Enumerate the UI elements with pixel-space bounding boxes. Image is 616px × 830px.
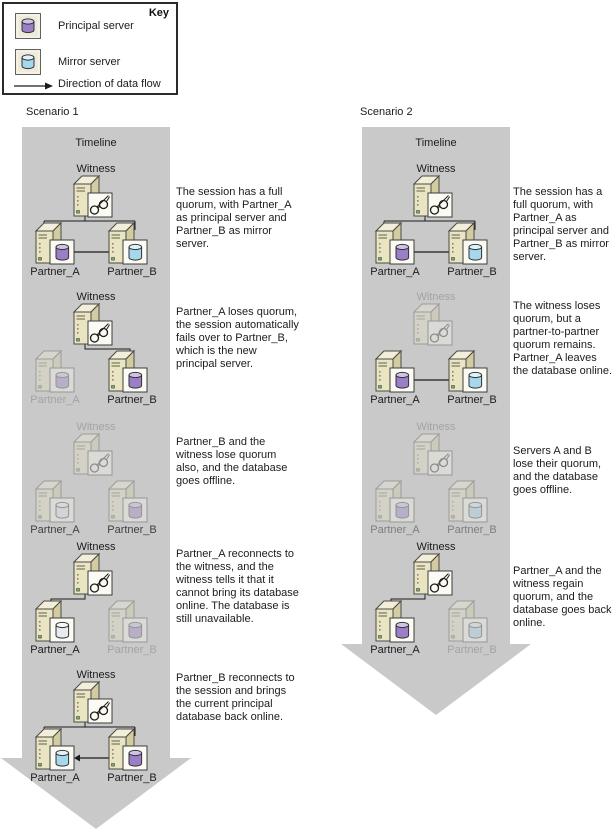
partner-a-label: Partner_A: [30, 394, 80, 406]
s1-stage3-description: Partner_B and the witness lose quorum also, and the database goes offline.: [176, 436, 288, 487]
legend-data-flow-label: Direction of data flow: [58, 78, 161, 90]
data-flow-arrow-icon: [14, 81, 54, 91]
legend-title: Key: [148, 7, 169, 19]
legend-mirror-label: Mirror server: [58, 56, 121, 68]
witness-label: Witness: [76, 669, 116, 681]
partner-a-server-icon: [373, 479, 417, 525]
s1-stage1-description: The session has a full quorum, with Partner_A as principal server and Partner_B as mirror server.: [176, 186, 291, 250]
s1-stage4-diagram: [22, 541, 170, 661]
partner-a-server-icon: [373, 221, 417, 267]
partner-a-label: Partner_A: [370, 644, 420, 656]
scenario2-title: Scenario 2: [360, 106, 413, 118]
partner-a-server-icon: [33, 221, 77, 267]
partner-b-label: Partner_B: [447, 524, 497, 536]
s1-stage2-diagram: [22, 291, 170, 411]
partner-b-server-icon: [446, 221, 490, 267]
s2-stage4-description: Partner_A and the witness regain quorum, and the database goes back online.: [513, 565, 612, 629]
witness-server-icon: [71, 174, 115, 220]
partner-a-label: Partner_A: [30, 772, 80, 784]
s2-stage1-diagram: [362, 163, 510, 283]
witness-label: Witness: [416, 291, 456, 303]
s2-stage2-description: The witness loses quorum, but a partner-to-partner quorum remains. Partner_A leaves the database online.: [513, 300, 613, 377]
witness-server-icon: [71, 552, 115, 598]
witness-label: Witness: [76, 421, 116, 433]
partner-a-label: Partner_A: [370, 394, 420, 406]
principal-server-icon: [15, 13, 41, 39]
partner-a-label: Partner_A: [370, 266, 420, 278]
scenario2-timeline-label: Timeline: [415, 137, 457, 149]
partner-a-label: Partner_A: [370, 524, 420, 536]
s2-stage3-description: Servers A and B lose their quorum, and the database goes offline.: [513, 445, 602, 496]
partner-b-label: Partner_B: [447, 394, 497, 406]
partner-b-label: Partner_B: [107, 772, 157, 784]
partner-b-label: Partner_B: [447, 644, 497, 656]
partner-b-server-icon: [106, 349, 150, 395]
s1-stage1-diagram: [22, 163, 170, 283]
s2-stage2-diagram: [362, 291, 510, 411]
partner-b-server-icon: [106, 727, 150, 773]
s1-stage5-diagram: [22, 669, 170, 789]
witness-server-icon: [411, 432, 455, 478]
partner-a-server-icon: [33, 479, 77, 525]
s1-stage4-description: Partner_A reconnects to the witness, and the witness tells it that it cannot bring its database online. The database is still unavailable.: [176, 548, 299, 625]
witness-server-icon: [71, 680, 115, 726]
s1-stage3-diagram: [22, 421, 170, 541]
partner-b-label: Partner_B: [107, 644, 157, 656]
s2-stage4-diagram: [362, 541, 510, 661]
s1-stage2-description: Partner_A loses quorum, the session automatically fails over to Partner_B, which is the new principal server.: [176, 306, 299, 370]
s2-stage1-description: The session has a full quorum, with Partner_A as principal server and Partner_B as mirror server.: [513, 186, 609, 263]
scenario1-title: Scenario 1: [26, 106, 79, 118]
s2-stage3-diagram: [362, 421, 510, 541]
mirror-server-icon: [15, 49, 41, 75]
partner-a-server-icon: [373, 349, 417, 395]
scenario1-timeline-label: Timeline: [75, 137, 117, 149]
witness-label: Witness: [76, 291, 116, 303]
partner-b-server-icon: [106, 599, 150, 645]
partner-b-server-icon: [446, 599, 490, 645]
witness-label: Witness: [76, 163, 116, 175]
partner-a-label: Partner_A: [30, 266, 80, 278]
partner-a-server-icon: [373, 599, 417, 645]
s1-stage5-description: Partner_B reconnects to the session and brings the current principal database back online.: [176, 672, 295, 723]
partner-a-server-icon: [33, 599, 77, 645]
witness-label: Witness: [416, 163, 456, 175]
witness-label: Witness: [76, 541, 116, 553]
witness-server-icon: [71, 302, 115, 348]
witness-label: Witness: [416, 421, 456, 433]
partner-a-label: Partner_A: [30, 644, 80, 656]
witness-label: Witness: [416, 541, 456, 553]
partner-a-server-icon: [33, 727, 77, 773]
partner-b-label: Partner_B: [107, 266, 157, 278]
partner-b-label: Partner_B: [107, 524, 157, 536]
partner-a-label: Partner_A: [30, 524, 80, 536]
witness-server-icon: [411, 174, 455, 220]
witness-server-icon: [411, 552, 455, 598]
partner-a-server-icon: [33, 349, 77, 395]
partner-b-server-icon: [446, 349, 490, 395]
legend: [2, 2, 178, 95]
witness-server-icon: [71, 432, 115, 478]
partner-b-server-icon: [446, 479, 490, 525]
partner-b-label: Partner_B: [107, 394, 157, 406]
partner-b-server-icon: [106, 479, 150, 525]
partner-b-label: Partner_B: [447, 266, 497, 278]
partner-b-server-icon: [106, 221, 150, 267]
witness-server-icon: [411, 302, 455, 348]
legend-principal-label: Principal server: [58, 20, 134, 32]
